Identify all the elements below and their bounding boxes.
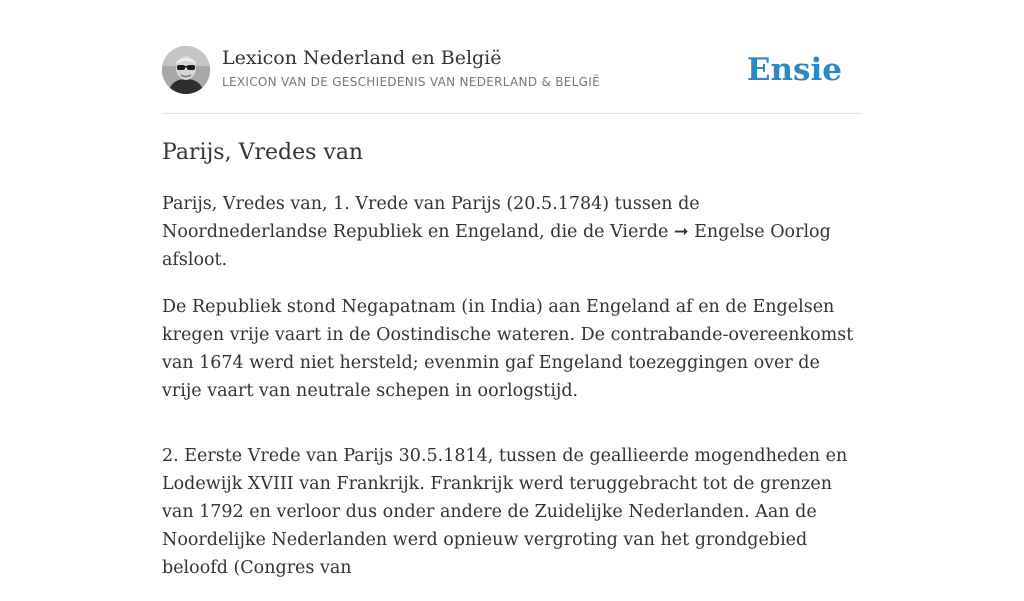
article-paragraph: 2. Eerste Vrede van Parijs 30.5.1814, tussen de geallieerde mogendheden en Lodewijk XVIII van Frankrijk. Frankrijk werd teruggebracht tot de grenzen van 1792 en verloor dus onder andere de Zuidelijke Nederlanden. Aan de Noordelijke Nederlanden werd opnieuw vergroting van het grondgebied beloofd (Congres van (162, 446, 848, 578)
site-title[interactable]: Lexicon Nederland en België (222, 47, 502, 69)
avatar-photo-icon (162, 46, 210, 94)
header-divider (162, 113, 862, 114)
site-header (162, 46, 862, 96)
article-title: Parijs, Vredes van (162, 140, 364, 165)
site-subtitle: LEXICON VAN DE GESCHIEDENIS VAN NEDERLAND & BELGIË (222, 75, 600, 89)
author-avatar[interactable] (162, 46, 210, 94)
ensie-logo[interactable]: Ensie (746, 52, 842, 88)
article-paragraph: De Republiek stond Negapatnam (in India) aan Engeland af en de Engelsen kregen vrije vaart in de Oostindische wateren. De contrabande-overeenkomst van 1674 werd niet hersteld; evenmin gaf Engeland toezeggingen over de vrije vaart van neutrale schepen in oorlogstijd. (162, 297, 854, 401)
article-paragraph: Parijs, Vredes van, 1. Vrede van Parijs (20.5.1784) tussen de Noordnederlandse Republiek en Engeland, die de Vierde ➞ Engelse Oorlog afsloot. (162, 194, 831, 270)
article-body (162, 190, 862, 601)
